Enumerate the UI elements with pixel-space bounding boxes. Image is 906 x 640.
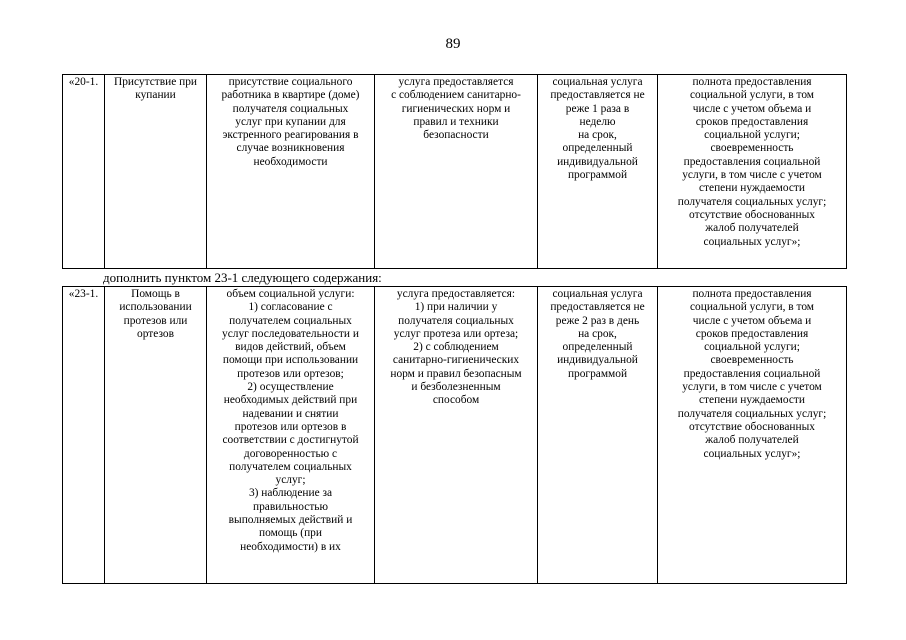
- cell-text-line: безопасности: [423, 129, 489, 142]
- cell-text-line: необходимости) в их: [240, 540, 341, 553]
- cell-text-line: выполняемых действий и: [228, 514, 353, 527]
- cell-text-line: на срок,: [578, 129, 617, 142]
- cell-text-line: услуги, в том числе с учетом: [682, 169, 822, 182]
- cell-text-line: социальных услуг»;: [703, 235, 801, 248]
- cell-text-line: услуг;: [275, 474, 306, 487]
- cell-text-line: программой: [567, 169, 628, 182]
- cell-text-line: своевременность: [710, 142, 794, 155]
- table-row: [63, 75, 847, 269]
- cell-text-line: протезов или ортезов в: [234, 420, 347, 433]
- cell-service-conditions: [375, 75, 538, 269]
- cell-text-line: своевременность: [710, 354, 794, 367]
- cell-text-line: степени нуждаемости: [698, 182, 805, 195]
- cell-text-line: надевании и снятии: [242, 407, 339, 420]
- cell-text-line: предоставления социальной: [683, 155, 821, 168]
- cell-service-timing: [538, 75, 658, 269]
- cell-text-line: полнота предоставления: [692, 76, 812, 88]
- cell-text-line: определенный: [562, 142, 633, 155]
- cell-text-line: помощи при использовании: [222, 354, 359, 367]
- cell-text-line: случае возникновения: [236, 142, 345, 155]
- cell-text-line: купании: [135, 89, 176, 102]
- cell-number: «23-1.: [63, 287, 105, 584]
- cell-text-line: помощь (при: [259, 527, 322, 540]
- cell-text-line: правильностью: [252, 500, 328, 513]
- table-row: [63, 287, 847, 584]
- cell-text-line: 2) с соблюдением: [413, 341, 499, 354]
- cell-text-line: норм и правил безопасным: [390, 367, 522, 380]
- cell-text-line: протезов или ортезов;: [237, 367, 344, 380]
- cell-text-line: 2) осуществление: [247, 381, 334, 394]
- cell-text-line: объем социальной услуги:: [226, 288, 355, 300]
- cell-service-quality: [658, 75, 847, 269]
- cell-text-line: социальных услуг»;: [703, 447, 801, 460]
- cell-text-line: использовании: [119, 301, 192, 314]
- cell-text-line: получателя социальных: [232, 102, 349, 115]
- cell-text-line: работника в квартире (доме): [221, 89, 360, 102]
- cell-service-volume: [207, 287, 375, 584]
- cell-text-line: отсутствие обоснованных: [689, 420, 815, 433]
- cell-text-line: необходимых действий при: [223, 394, 358, 407]
- cell-text-line: предоставляется не: [550, 89, 645, 102]
- page-number: 89: [445, 36, 461, 52]
- cell-text-line: социальной услуги, в том: [689, 301, 815, 314]
- cell-service-quality: [658, 287, 847, 584]
- cell-text-line: программой: [567, 367, 628, 380]
- cell-text-line: определенный: [562, 341, 633, 354]
- cell-text-line: на срок,: [578, 327, 617, 340]
- cell-text-line: предоставления социальной: [683, 367, 821, 380]
- cell-text-line: полнота предоставления: [692, 288, 812, 300]
- cell-text-line: соответствии с достигнутой: [222, 434, 359, 447]
- cell-text-line: правил и техники: [413, 115, 499, 128]
- cell-text-line: сроков предоставления: [695, 327, 809, 340]
- cell-service-conditions: [375, 287, 538, 584]
- cell-text-line: социальной услуги, в том: [689, 89, 815, 102]
- cell-text-line: социальная услуга: [552, 288, 643, 300]
- cell-text-line: Присутствие при: [113, 76, 198, 88]
- cell-text-line: гигиенических норм и: [401, 102, 511, 115]
- cell-number: «20-1.: [63, 75, 105, 269]
- cell-text-line: получателем социальных: [229, 460, 352, 473]
- cell-text-line: необходимости: [253, 155, 328, 168]
- cell-text-line: социальной услуги;: [704, 341, 800, 354]
- insert-note: дополнить пунктом 23-1 следующего содержания:: [103, 270, 382, 285]
- cell-text-line: жалоб получателей: [705, 222, 799, 235]
- cell-text-line: услуги, в том числе с учетом: [682, 381, 822, 394]
- cell-text-line: Помощь в: [131, 288, 180, 300]
- cell-text-line: видов действий, объем: [235, 341, 346, 354]
- service-table-20-1: [62, 74, 847, 269]
- cell-text-line: услуг последовательности и: [222, 327, 359, 340]
- cell-text-line: социальной услуги;: [704, 129, 800, 142]
- cell-text-line: услуга предоставляется: [398, 76, 514, 88]
- cell-text-line: услуга предоставляется:: [396, 288, 516, 300]
- cell-text-line: индивидуальной: [557, 155, 638, 168]
- cell-text-line: индивидуальной: [557, 354, 638, 367]
- cell-text-line: санитарно-гигиенических: [392, 354, 520, 367]
- cell-text-line: протезов или: [123, 314, 188, 327]
- cell-text-line: 3) наблюдение за: [248, 487, 333, 500]
- cell-text-line: экстренного реагирования в: [222, 129, 359, 142]
- cell-text-line: получателя социальных услуг;: [677, 195, 827, 208]
- cell-text-line: получателя социальных услуг;: [677, 407, 827, 420]
- cell-text-line: неделю: [579, 115, 616, 128]
- cell-text-line: присутствие социального: [228, 76, 353, 88]
- cell-text-line: ортезов: [137, 327, 174, 340]
- cell-service-volume: [207, 75, 375, 269]
- cell-text-line: услуг при купании для: [235, 115, 346, 128]
- cell-text-line: реже 2 раз в день: [555, 314, 640, 327]
- cell-text-line: числе с учетом объема и: [692, 314, 812, 327]
- cell-text-line: сроков предоставления: [695, 115, 809, 128]
- cell-text-line: числе с учетом объема и: [692, 102, 812, 115]
- cell-text-line: реже 1 раза в: [565, 102, 630, 115]
- cell-text-line: получателем социальных: [229, 314, 352, 327]
- cell-text-line: способом: [432, 394, 480, 407]
- cell-text-line: жалоб получателей: [705, 434, 799, 447]
- cell-text-line: с соблюдением санитарно-: [391, 89, 521, 102]
- cell-service-timing: [538, 287, 658, 584]
- cell-text-line: социальная услуга: [552, 76, 643, 88]
- cell-text-line: предоставляется не: [550, 301, 645, 314]
- cell-text-line: отсутствие обоснованных: [689, 208, 815, 221]
- cell-text-line: степени нуждаемости: [698, 394, 805, 407]
- cell-text-line: 1) согласование с: [248, 301, 333, 314]
- cell-service-name: [105, 287, 207, 584]
- cell-text-line: услуг протеза или ортеза;: [393, 327, 519, 340]
- cell-text-line: договоренностью с: [243, 447, 338, 460]
- cell-text-line: и безболезненным: [411, 381, 501, 394]
- service-table-23-1: [62, 286, 847, 584]
- cell-service-name: [105, 75, 207, 269]
- cell-text-line: получателя социальных: [398, 314, 514, 327]
- cell-text-line: 1) при наличии у: [414, 301, 498, 314]
